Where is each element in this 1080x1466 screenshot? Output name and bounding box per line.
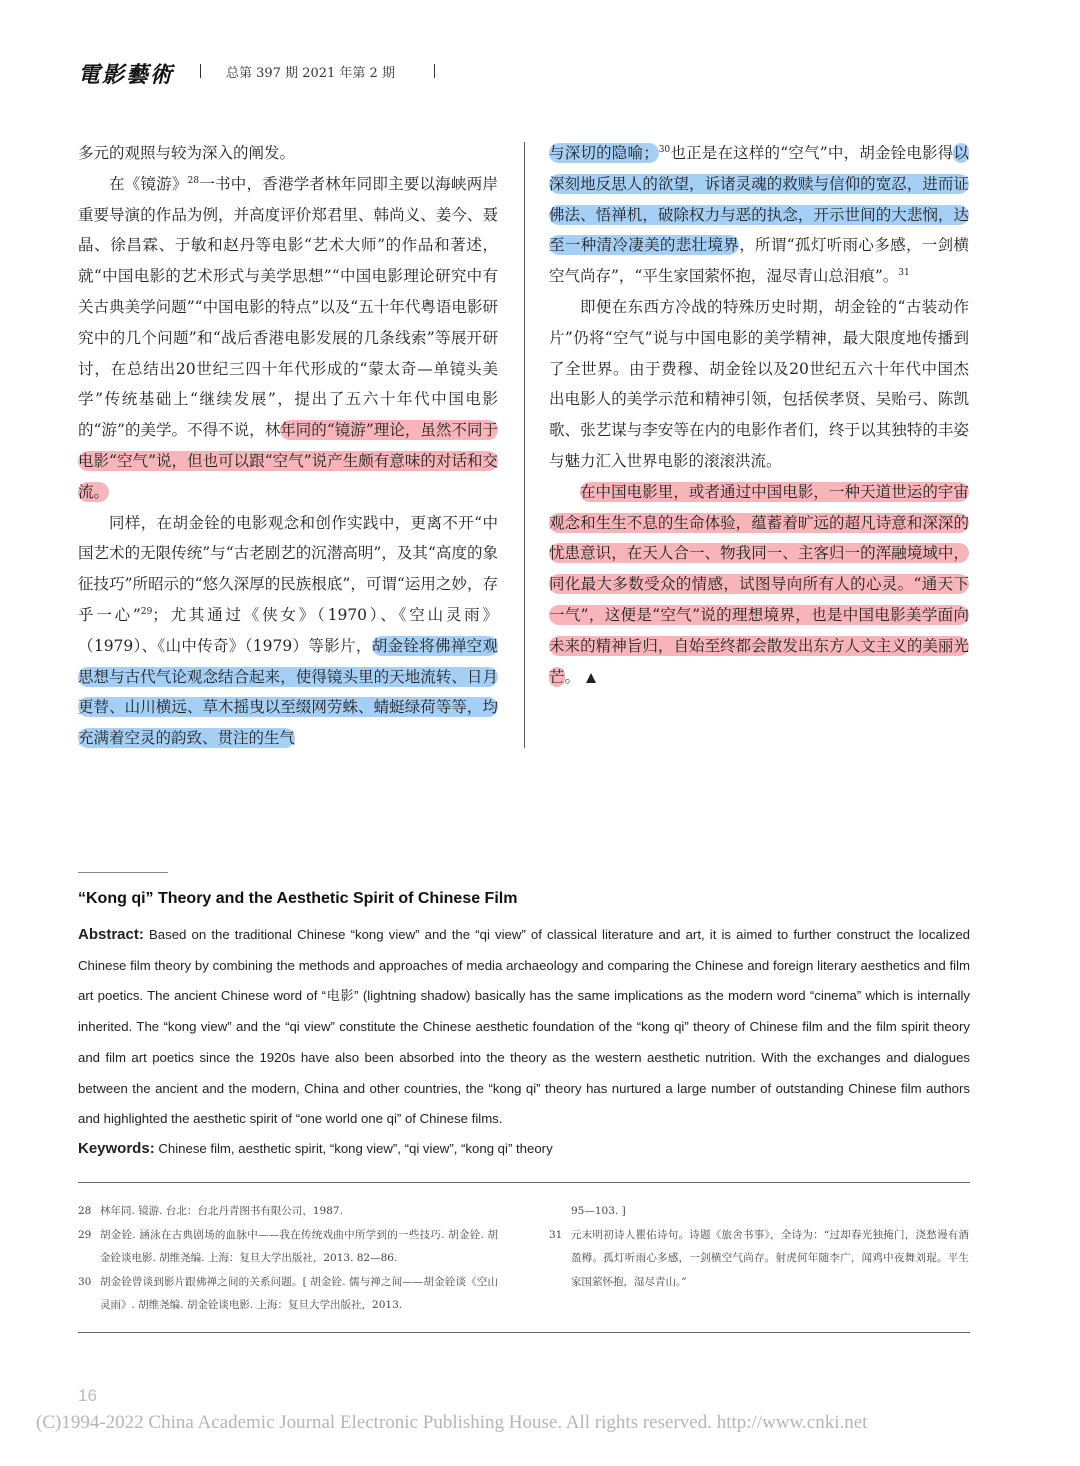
footnote: 29 胡金铨. 涵泳在古典剧场的血脉中——我在传统戏曲中所学到的一些技巧. 胡金铨. 胡金铨谈电影. 胡维尧编. 上海：复旦大学出版社，2013. 82—86. [78, 1228, 498, 1265]
blue-highlight: 与深切的隐喻； [549, 144, 659, 162]
abstract-rule [78, 872, 168, 873]
footnote-ref[interactable]: 30 [658, 144, 671, 155]
paragraph: 与深切的隐喻；$^{30}$也正是在这样的“空气”中，胡金铨电影得以深刻地反思人的欲望，诉诸灵魂的救赎与信仰的宽忍，进而证佛法、悟禅机，破除权力与恶的执念，开示世间的大悲悯，达至一种清冷凄美的悲壮境界，所谓“孤灯听雨心多感，一剑横空气尚存”，“平生家国萦怀抱，湿尽青山总泪痕”。$^{31}$ [549, 144, 969, 286]
footnotes-right [549, 1200, 969, 1294]
paragraph: 在中国电影里，或者通过中国电影，一种天道世运的宇宙观念和生生不息的生命体验，蕴蓄着旷远的超凡诗意和深深的忧患意识，在天人合一、物我同一、主客归一的浑融境域中，同化最大多数受众的情感，试图导向所有人的心灵。“通天下一气”，这便是“空气”说的理想境界，也是中国电影美学面向未来的精神旨归，自始至终都会散发出东方人文主义的美丽光芒。 [549, 482, 969, 686]
keywords [78, 1136, 970, 1162]
paragraph: 在《镜游》$^{28}$一书中，香港学者林年同即主要以海峡两岸重要导演的作品为例，并高度评价郑君里、韩尚义、姜今、聂晶、徐昌霖、于敏和赵丹等电影“艺术大师”的作品和著述，就“中国电影的艺术形式与美学思想”“中国电影理论研究中有关古典美学问题”“中国电影的特点”以及“五十年代粤语电影研究中的几个问题”和“战后香港电影发展的几条线索”等展开研讨，在总结出20世纪三四十年代形成的“蒙太奇—单镜头美学”传统基础上“继续发展”，提出了五六十年代中国电影的“游”的美学。不得不说，林年同的“镜游”理论，虽然不同于电影“空气”说，但也可以跟“空气”说产生颇有意味的对话和交流。 [78, 174, 498, 501]
header-divider [200, 64, 201, 78]
keywords-text: Chinese film, aesthetic spirit, “kong view”, “qi view”, “kong qi” theory [158, 1141, 553, 1156]
footnote: 28 林年同. 镜游. 台北：台北丹青图书有限公司，1987. [78, 1205, 343, 1217]
copyright-watermark: (C)1994-2022 China Academic Journal Electronic Publishing House. All rights reserved. http://www.cnki.net [36, 1412, 868, 1433]
abstract-title: “Kong qi” Theory and the Aesthetic Spirit of Chinese Film [78, 890, 518, 907]
footnote-continuation: 95—103. ] [571, 1205, 626, 1217]
footnotes-left [78, 1200, 498, 1318]
footnote-ref[interactable]: 29 [140, 606, 153, 617]
left-column [78, 138, 498, 754]
footnote-ref[interactable]: 31 [898, 268, 910, 279]
blue-highlight: 胡金铨将佛禅空观思想与古代气论观念结合起来，使得镜头里的天地流转、日月更替、山川横远、草木摇曳以至缀网劳蛛、蜻蜓绿荷等等，均充满着空灵的韵致、贯注的生气 [78, 636, 498, 748]
footnote-rule [78, 1332, 970, 1333]
abstract-text: Based on the traditional Chinese “kong view” and the “qi view” of classical literature and art, it is aimed to further construct the localized Chinese film theory by combining the methods and approaches of media archaeology and comparing the Chinese and foreign literary aesthetics and film art poetics. The ancient Chinese word of “电影” (lightning shadow) basically has the same implications as the modern word “cinema” which is internally inherited. The “kong view” and the “qi view” constitute the Chinese aesthetic foundation of the “kong qi” theory of Chinese film and the film spirit theory and film art poetics since the 1920s have also been absorbed into the theory as the western aesthetic nutrition. With the exchanges and dialogues between the ancient and the modern, China and other countries, the “kong qi” theory has nurtured a large number of outstanding Chinese film authors and highlighted the aesthetic spirit of “one world one qi” of Chinese films. [78, 927, 970, 1127]
keywords-label: Keywords: [78, 1140, 155, 1157]
footnote-rule [78, 1182, 970, 1183]
paragraph: 即便在东西方冷战的特殊历史时期，胡金铨的“古装动作片”仍将“空气”说与中国电影的美学精神，最大限度地传播到了全世界。由于费穆、胡金铨以及20世纪五六十年代中国杰出电影人的美学示范和精神引领，包括侯孝贤、吴贻弓、陈凯歌、张艺谋与李安等在内的电影作者们，终于以其独特的丰姿与魅力汇入世界电影的滚滚洪流。 [549, 297, 969, 470]
red-highlight: 年同的“镜游”理论，虽然不同于电影“空气”说，但也可以跟“空气”说产生颇有意味的对话和交流。 [78, 421, 498, 501]
header-divider [434, 64, 435, 78]
paragraph: 同样，在胡金铨的电影观念和创作实践中，更离不开“中国艺术的无限传统”与“古老剧艺的沉潜高明”，及其“高度的象征技巧”所昭示的“悠久深厚的民族根底”，可谓“运用之妙，存乎一心”$^{29}$；尤其通过《侠女》（1970）、《空山灵雨》（1979）、《山中传奇》（1979）等影片，胡金铨将佛禅空观思想与古代气论观念结合起来，使得镜头里的天地流转、日月更替、山川横远、草木摇曳以至缀网劳蛛、蜻蜓绿荷等等，均充满着空灵的韵致、贯注的生气 [78, 513, 498, 748]
issue-info: 总第 397 期 2021 年第 2 期 [226, 66, 395, 81]
end-mark-icon [586, 673, 596, 683]
footnote: 31 元末明初诗人瞿佑诗句。诗题《旅舍书事》，全诗为：“过却春光独掩门，浇愁谩有酒盈樽。孤灯听雨心多感，一剑横空气尚存。射虎何年随李广，闻鸡中夜舞刘琨。平生家国萦怀抱，湿尽青山。” [549, 1228, 969, 1288]
right-column [549, 138, 969, 692]
journal-logo: 電影藝術 [78, 62, 175, 88]
footnote: 30 胡金铨曾谈到影片跟佛禅之间的关系问题。[ 胡金铨. 儒与禅之间——胡金铨谈《空山灵雨》. 胡维尧编. 胡金铨谈电影. 上海：复旦大学出版社，2013. [78, 1275, 498, 1312]
abstract-label: Abstract: [78, 926, 144, 943]
paragraph: 多元的观照与较为深入的阐发。 [78, 144, 296, 162]
column-divider [524, 142, 525, 748]
footnote-ref[interactable]: 28 [187, 175, 200, 186]
abstract-body [78, 920, 970, 1135]
blue-highlight: 以深刻地反思人的欲望，诉诸灵魂的救赎与信仰的宽忍，进而证佛法、悟禅机，破除权力与恶的执念，开示世间的大悲悯，达至一种清冷凄美的悲壮境界 [549, 144, 969, 255]
page-number: 16 [78, 1386, 97, 1405]
red-highlight: 在中国电影里，或者通过中国电影，一种天道世运的宇宙观念和生生不息的生命体验，蕴蓄着旷远的超凡诗意和深深的忧患意识，在天人合一、物我同一、主客归一的浑融境域中，同化最大多数受众的情感，试图导向所有人的心灵。“通天下一气”，这便是“空气”说的理想境界，也是中国电影美学面向未来的精神旨归，自始至终都会散发出东方人文主义的美丽光芒 [549, 482, 969, 686]
